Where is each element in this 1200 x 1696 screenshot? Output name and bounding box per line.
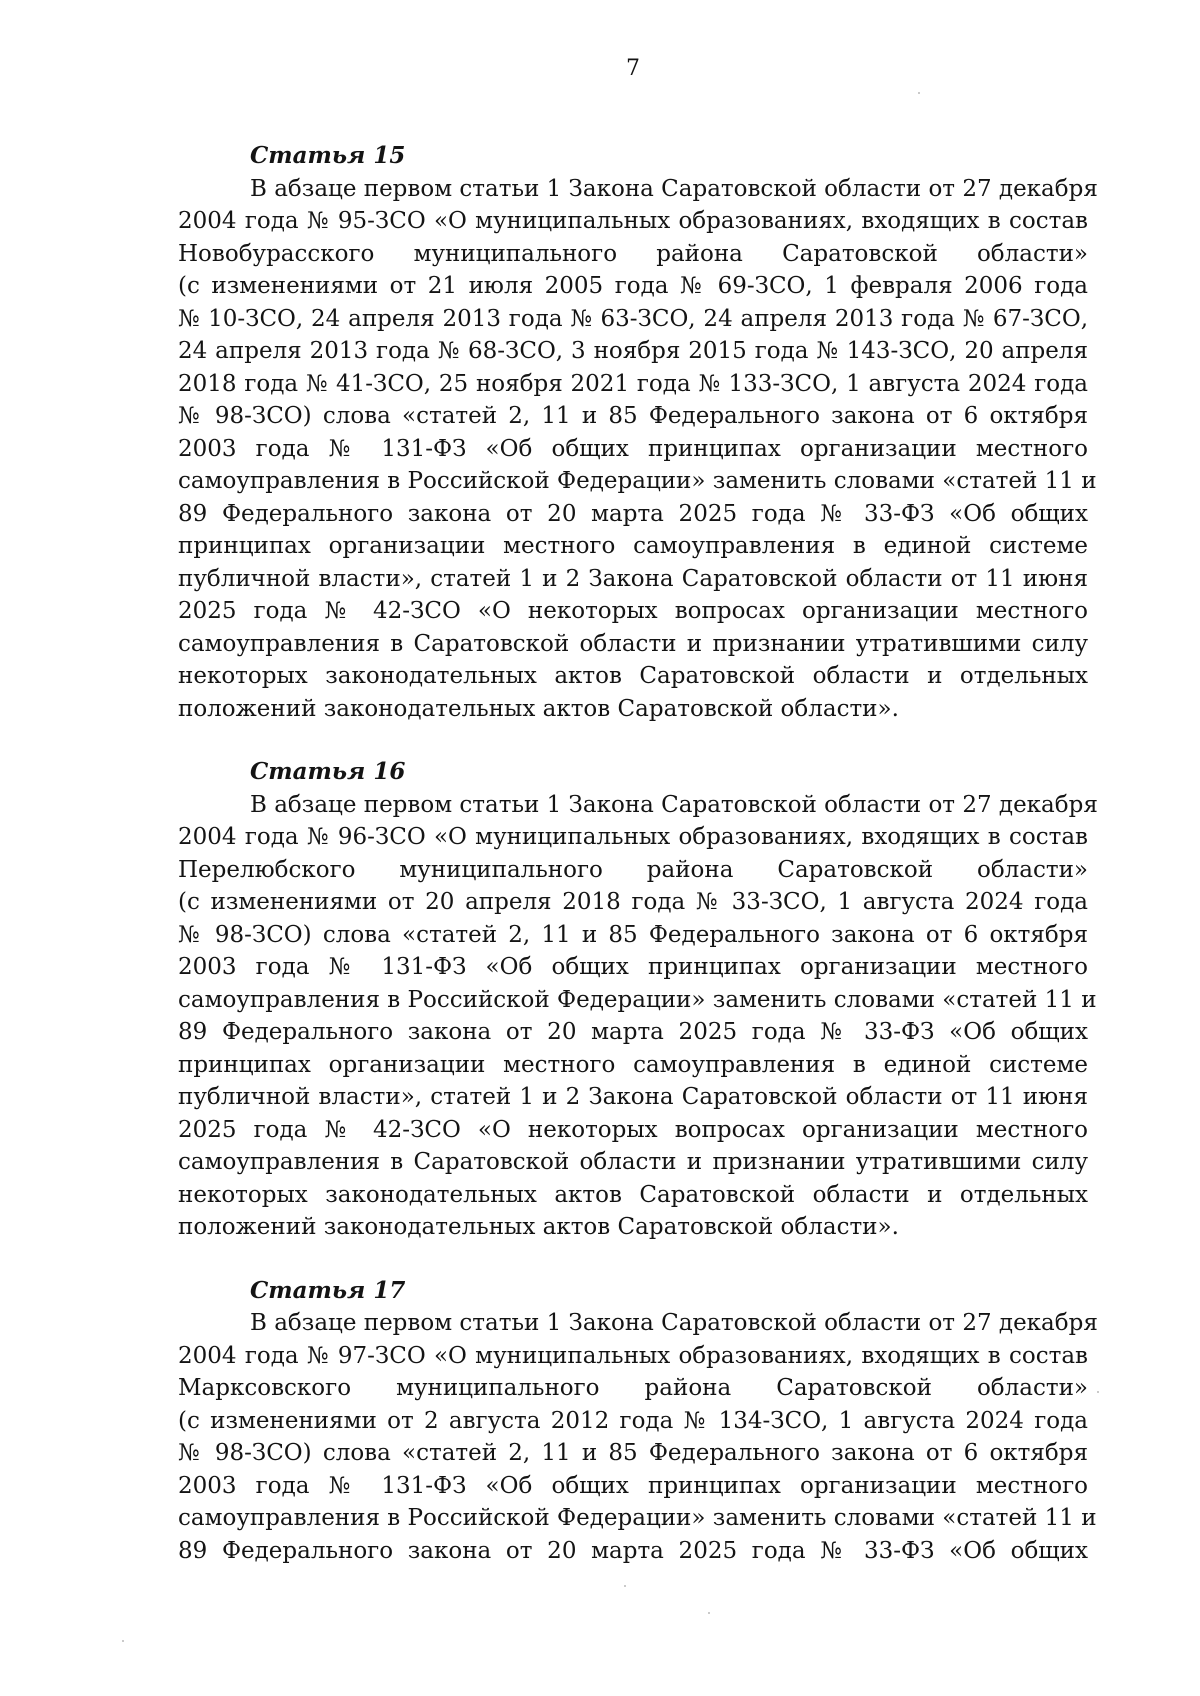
text-line: 89 Федерального закона от 20 марта 2025 года № 33-ФЗ «Об общих (178, 1019, 1088, 1045)
text-line: некоторых законодательных актов Саратовской области и отдельных (178, 1181, 1088, 1208)
text-line: самоуправления в Российской Федерации» заменить словами «статей 11 и (178, 468, 1097, 494)
text-line: № 10-ЗСО, 24 апреля 2013 года № 63-ЗСО, 24 апреля 2013 года № 67-ЗСО, (178, 305, 1088, 332)
text-line: публичной власти», статей 1 и 2 Закона Саратовской области от 11 июня (178, 1084, 1088, 1110)
document-body (178, 140, 1098, 1567)
text-line: Марксовского муниципального района Саратовской области» (178, 1375, 1088, 1401)
text-line: В абзаце первом статьи 1 Закона Саратовской области от 27 декабря (250, 791, 1098, 818)
text-line: некоторых законодательных актов Саратовской области и отдельных (178, 663, 1088, 689)
article-heading: Статья 17 (250, 1276, 406, 1304)
text-line: № 98-ЗСО) слова «статей 2, 11 и 85 Федерального закона от 6 октября (178, 1440, 1088, 1466)
text-line: самоуправления в Российской Федерации» заменить словами «статей 11 и (178, 986, 1097, 1013)
article-paragraph (178, 173, 1098, 726)
scan-speck (708, 1612, 710, 1614)
text-line: 2025 года № 42-ЗСО «О некоторых вопросах организации местного (178, 1116, 1088, 1143)
text-line: 2004 года № 97-ЗСО «О муниципальных образованиях, входящих в состав (178, 1342, 1088, 1369)
article-heading: Статья 16 (250, 758, 406, 785)
text-line: В абзаце первом статьи 1 Закона Саратовской области от 27 декабря (250, 175, 1098, 202)
text-line: 2003 года № 131-ФЗ «Об общих принципах организации местного (178, 435, 1088, 462)
text-line: публичной власти», статей 1 и 2 Закона Саратовской области от 11 июня (178, 565, 1088, 592)
text-line: самоуправления в Российской Федерации» заменить словами «статей 11 и (178, 1505, 1097, 1531)
text-line: 89 Федерального закона от 20 марта 2025 года № 33-ФЗ «Об общих (178, 1537, 1088, 1564)
page-number: 7 (626, 56, 640, 81)
text-line: положений законодательных актов Саратовской области». (178, 695, 899, 722)
text-line: В абзаце первом статьи 1 Закона Саратовской области от 27 декабря (250, 1310, 1098, 1336)
article-15 (178, 140, 1098, 725)
scan-speck (1097, 1391, 1099, 1393)
scan-speck (122, 1640, 124, 1642)
article-paragraph (178, 1307, 1098, 1567)
scan-speck (624, 1585, 626, 1587)
text-line: 2018 года № 41-ЗСО, 25 ноября 2021 года № 133-ЗСО, 1 августа 2024 года (178, 370, 1088, 397)
text-line: (с изменениями от 20 апреля 2018 года № 33-ЗСО, 1 августа 2024 года (178, 889, 1088, 915)
text-line: принципах организации местного самоуправления в единой системе (178, 1051, 1088, 1078)
text-line: № 98-ЗСО) слова «статей 2, 11 и 85 Федерального закона от 6 октября (178, 403, 1088, 429)
text-line: 89 Федерального закона от 20 марта 2025 года № 33-ФЗ «Об общих (178, 500, 1088, 527)
text-line: 2003 года № 131-ФЗ «Об общих принципах организации местного (178, 1472, 1088, 1499)
text-line: 2025 года № 42-ЗСО «О некоторых вопросах организации местного (178, 598, 1088, 624)
text-line: 2003 года № 131-ФЗ «Об общих принципах организации местного (178, 954, 1088, 980)
text-line: 24 апреля 2013 года № 68-ЗСО, 3 ноября 2015 года № 143-ЗСО, 20 апреля (178, 338, 1088, 364)
text-line: Перелюбского муниципального района Саратовской области» (178, 856, 1088, 883)
text-line: 2004 года № 95-ЗСО «О муниципальных образованиях, входящих в состав (178, 208, 1088, 234)
text-line: самоуправления в Саратовской области и признании утратившими силу (178, 1149, 1088, 1175)
article-paragraph (178, 789, 1098, 1244)
text-line: положений законодательных актов Саратовской области». (178, 1214, 899, 1240)
text-line: 2004 года № 96-ЗСО «О муниципальных образованиях, входящих в состав (178, 824, 1088, 850)
article-16 (178, 756, 1098, 1244)
text-line: № 98-ЗСО) слова «статей 2, 11 и 85 Федерального закона от 6 октября (178, 921, 1088, 948)
text-line: (с изменениями от 2 августа 2012 года № 134-ЗСО, 1 августа 2024 года (178, 1407, 1088, 1434)
article-17 (178, 1275, 1098, 1568)
text-line: принципах организации местного самоуправления в единой системе (178, 533, 1088, 559)
text-line: Новобурасского муниципального района Саратовской области» (178, 240, 1088, 267)
article-heading: Статья 15 (250, 142, 406, 169)
scan-speck (918, 92, 920, 94)
text-line: (с изменениями от 21 июля 2005 года № 69-ЗСО, 1 февраля 2006 года (178, 273, 1088, 299)
text-line: самоуправления в Саратовской области и признании утратившими силу (178, 630, 1088, 657)
